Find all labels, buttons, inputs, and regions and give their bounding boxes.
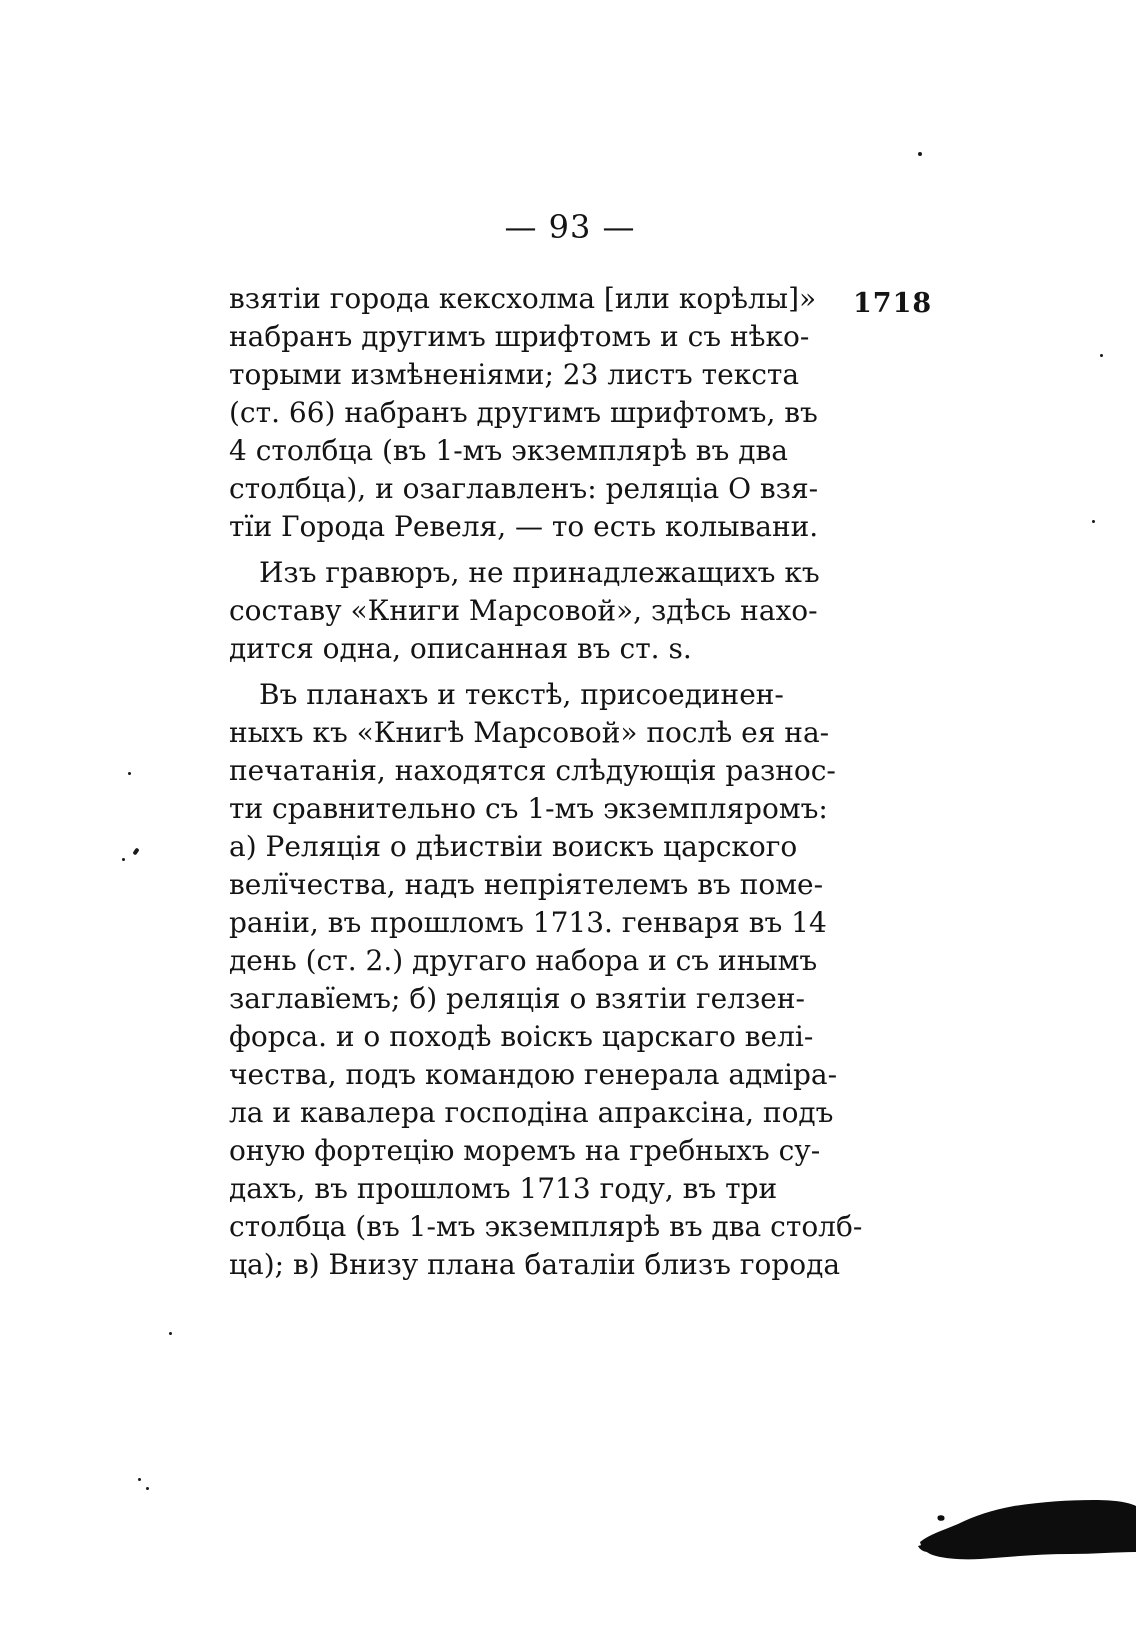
text-line: (ст. 66) набранъ другимъ шрифтомъ, въ xyxy=(229,396,818,429)
text-line: столбца), и озаглавленъ: реляціа О взя- xyxy=(229,472,819,505)
paragraph-2 xyxy=(229,554,849,668)
scan-speck xyxy=(1100,354,1103,357)
paragraph-3 xyxy=(229,676,863,1284)
text-line: день (ст. 2.) другаго набора и съ инымъ xyxy=(229,944,818,977)
text-block xyxy=(229,280,863,1284)
text-line: ла и кавалера господіна апраксіна, подъ xyxy=(229,1096,834,1129)
text-line: тїи Города Ревеля, — то есть колывани. xyxy=(229,510,819,543)
text-line: раніи, въ прошломъ 1713. генваря въ 14 xyxy=(229,906,827,939)
scan-speck xyxy=(128,772,131,775)
text-line: форса. и о походѣ воіскъ царскаго велі- xyxy=(229,1020,814,1053)
scan-speck xyxy=(169,1332,172,1335)
text-line: составу «Книги Марсовой», здѣсь нахо- xyxy=(229,594,818,627)
text-line: торыми измѣненіями; 23 листъ текста xyxy=(229,358,800,391)
ink-smudge xyxy=(918,1494,1138,1564)
text-line: столбца (въ 1-мъ экземплярѣ въ два столб- xyxy=(229,1210,863,1243)
text-line: дахъ, въ прошломъ 1713 году, въ три xyxy=(229,1172,778,1205)
page-number: — 93 — xyxy=(504,208,636,246)
scan-speck xyxy=(146,1487,149,1490)
text-line: заглавїемъ; б) реляція о взятіи гелзен- xyxy=(229,982,805,1015)
scan-speck xyxy=(132,847,139,855)
scan-speck xyxy=(122,858,125,861)
scan-speck xyxy=(918,152,922,156)
text-line: велїчества, надъ непріятелемъ въ поме- xyxy=(229,868,824,901)
text-line: ти сравнительно съ 1-мъ экземпляромъ: xyxy=(229,792,828,825)
text-line: взятіи города кексхолма [или корѣлы]» xyxy=(229,282,817,315)
text-line: 4 столбца (въ 1-мъ экземплярѣ въ два xyxy=(229,434,788,467)
text-line: ныхъ къ «Книгѣ Марсовой» послѣ ея на- xyxy=(229,716,830,749)
text-line: набранъ другимъ шрифтомъ и съ нѣко- xyxy=(229,320,810,353)
scan-speck xyxy=(138,1478,141,1481)
text-line: оную фортецію моремъ на гребныхъ су- xyxy=(229,1134,821,1167)
paragraph-1 xyxy=(229,280,849,546)
text-line: ца); в) Внизу плана баталіи близъ города xyxy=(229,1248,841,1281)
margin-year: 1718 xyxy=(853,288,933,319)
text-line: Изъ гравюръ, не принадлежащихъ къ xyxy=(259,556,820,589)
text-line: дится одна, описанная въ ст. ѕ. xyxy=(229,632,692,665)
text-line: а) Реляція о дѣиствіи воискъ царского xyxy=(229,830,798,863)
scan-speck xyxy=(1092,520,1095,523)
text-line: Въ планахъ и текстѣ, присоединен- xyxy=(259,678,784,711)
text-line: печатанія, находятся слѣдующія разнос- xyxy=(229,754,836,787)
text-line: чества, подъ командою генерала адміра- xyxy=(229,1058,838,1091)
